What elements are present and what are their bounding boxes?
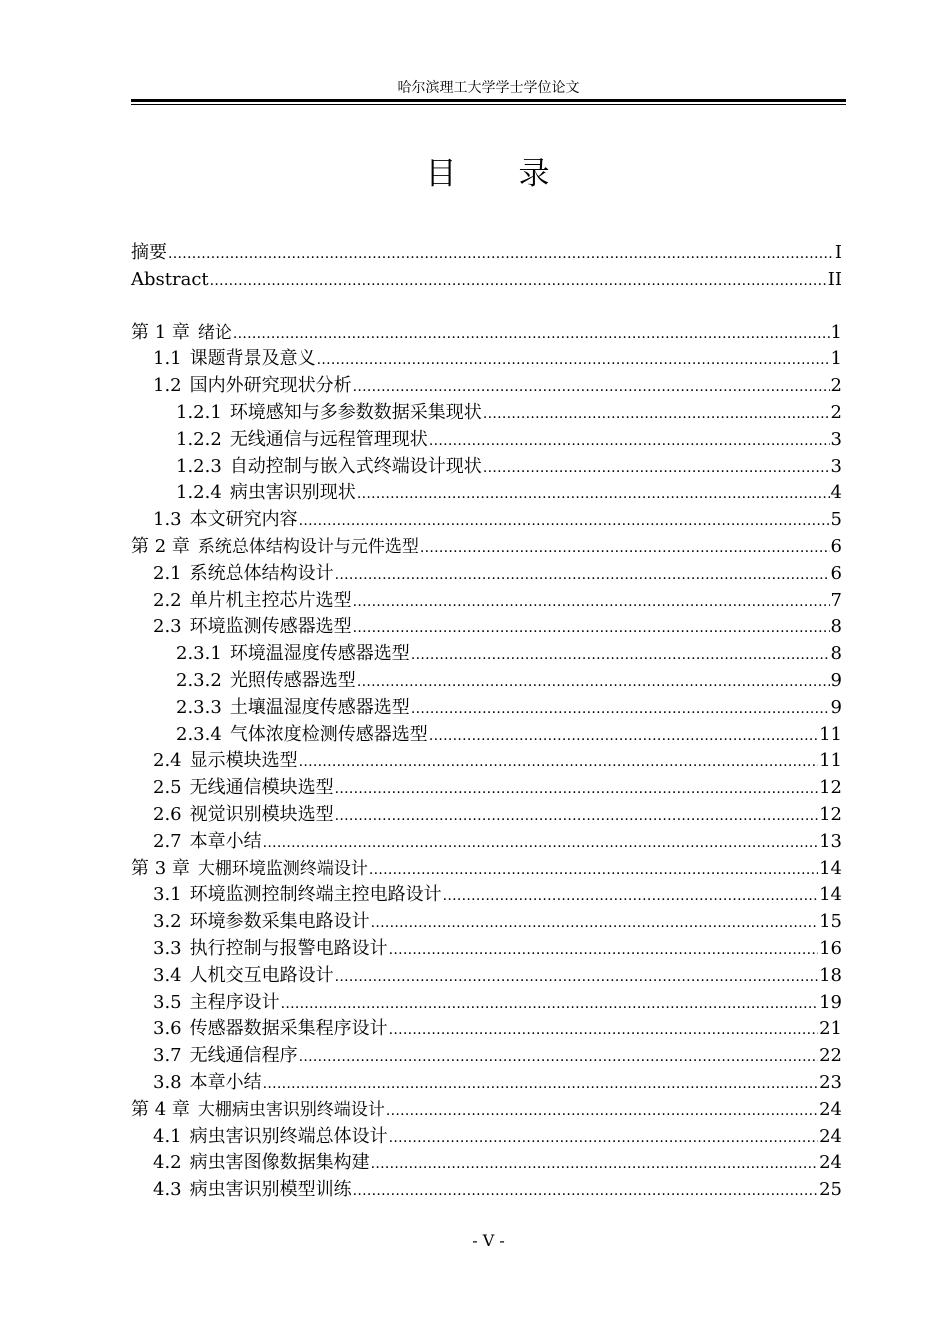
toc-entry-title: 光照传感器选型 [229, 670, 356, 691]
dot-leader [483, 455, 830, 481]
dot-leader [420, 535, 830, 561]
dot-leader [389, 1017, 818, 1043]
toc-entry-number: 2.2 [153, 589, 182, 611]
dot-leader [443, 883, 818, 909]
toc-entry-title: 无线通信与远程管理现状 [229, 428, 428, 450]
toc-entry[interactable] [131, 346, 842, 372]
page-number: - V - [472, 1231, 505, 1250]
toc-entry-page: 9 [830, 696, 842, 718]
toc-entry[interactable] [131, 668, 842, 694]
toc-entry-number: 2.3.2 [176, 670, 222, 691]
toc-entry-page: 3 [830, 428, 842, 450]
toc-entry-number: 2.7 [153, 830, 182, 852]
toc-entry-page: 6 [830, 562, 842, 584]
toc-entry-number: 4.3 [153, 1179, 182, 1201]
toc-entry-number: 3.3 [153, 938, 182, 959]
dot-leader [281, 991, 818, 1017]
toc-entry-page: 19 [819, 991, 842, 1013]
toc-entry[interactable] [131, 963, 842, 989]
toc-entry-number: 1.2.2 [176, 428, 222, 450]
toc-entry-title: 环境参数采集电路设计 [189, 911, 370, 933]
dot-leader [411, 642, 830, 668]
toc-entry-number: 3.1 [153, 884, 182, 906]
toc-entry-title: 本章小结 [189, 1072, 262, 1093]
dot-leader [335, 964, 818, 990]
dot-leader [369, 857, 818, 883]
toc-entry-number: 2.5 [153, 777, 182, 799]
dot-leader [353, 1178, 818, 1204]
toc-entry-title: 绪论 [197, 322, 232, 343]
toc-entry-number: 第 1 章 [131, 321, 190, 343]
toc-entry-title: 病虫害识别现状 [229, 482, 356, 504]
toc-entry-number: 1.1 [153, 348, 182, 370]
dot-leader [263, 830, 818, 856]
toc-entry-title: Abstract [131, 268, 209, 290]
toc-entry-page: 18 [819, 964, 842, 986]
toc-entry-title: 病虫害图像数据集构建 [189, 1152, 370, 1174]
dot-leader [335, 776, 818, 802]
toc-entry-title: 本章小结 [189, 830, 262, 852]
toc-entry[interactable] [131, 936, 842, 962]
dot-leader [210, 268, 827, 294]
toc-entry[interactable] [131, 1016, 842, 1042]
toc-entry[interactable] [131, 882, 842, 908]
toc-entry[interactable] [131, 1177, 842, 1203]
toc-entry-number: 3.8 [153, 1072, 182, 1093]
toc-entry-number: 4.2 [153, 1152, 182, 1174]
toc-entry-title: 病虫害识别终端总体设计 [189, 1125, 388, 1147]
toc-entry[interactable] [131, 427, 842, 453]
toc-entry-title: 传感器数据采集程序设计 [189, 1018, 388, 1040]
toc-entry-number: 3.6 [153, 1018, 182, 1040]
toc-entry[interactable] [131, 695, 842, 721]
toc-entry-number: 第 4 章 [131, 1098, 190, 1120]
dot-leader [389, 937, 818, 963]
toc-entry-title: 视觉识别模块选型 [189, 804, 334, 825]
toc-entry-title: 无线通信程序 [189, 1045, 298, 1067]
toc-entry-title: 土壤温湿度传感器选型 [229, 696, 410, 718]
toc-entry-page: 3 [830, 455, 842, 477]
toc-entry-page: 23 [819, 1072, 842, 1093]
toc-entry[interactable] [131, 534, 842, 560]
toc-entry-page: 22 [819, 1045, 842, 1067]
toc-entry[interactable] [131, 1097, 842, 1123]
dot-leader [429, 723, 818, 749]
toc-entry-page: 11 [819, 750, 842, 772]
toc-entry-number: 1.2 [153, 375, 182, 397]
toc-entry-number: 2.6 [153, 804, 182, 825]
dot-leader [429, 428, 830, 454]
toc-entry[interactable] [131, 561, 842, 587]
dot-leader [299, 1044, 818, 1070]
toc-entry-page: 15 [819, 911, 842, 933]
toc-entry-page: 12 [819, 777, 842, 799]
toc-entry-title: 环境感知与多参数数据采集现状 [229, 402, 482, 423]
toc-entry-title: 环境监测控制终端主控电路设计 [189, 884, 442, 906]
toc-entry-title: 环境温湿度传感器选型 [229, 643, 410, 665]
toc-entry[interactable] [131, 802, 842, 828]
toc-entry-number: 1.3 [153, 509, 182, 531]
dot-leader [357, 481, 830, 507]
toc-entry[interactable] [131, 373, 842, 399]
toc-entry-title: 主程序设计 [189, 991, 280, 1013]
toc-entry[interactable] [131, 748, 842, 774]
toc-entry-title: 单片机主控芯片选型 [189, 589, 352, 611]
toc-entry[interactable] [131, 614, 842, 640]
running-header: 哈尔滨理工大学学士学位论文 [397, 80, 580, 96]
toc-title [131, 152, 846, 196]
toc-entry-title: 大棚环境监测终端设计 [197, 858, 368, 879]
toc-entry-page: 1 [830, 348, 842, 370]
toc-entry-number: 2.3 [153, 616, 182, 638]
toc-title-right: 录 [518, 156, 552, 192]
toc-entry-page: 11 [819, 723, 842, 745]
toc-entry-number: 2.4 [153, 750, 182, 772]
toc-entry[interactable] [131, 909, 842, 935]
header-rule-thin [131, 104, 846, 105]
dot-leader [353, 374, 830, 400]
dot-leader [299, 508, 830, 534]
toc-entry[interactable] [131, 507, 842, 533]
toc-entry-page: 24 [819, 1098, 842, 1120]
toc-entry-number: 1.2.4 [176, 482, 222, 504]
dot-leader [411, 696, 830, 722]
toc-entry-page: 13 [819, 830, 842, 852]
toc-entry-number: 2.3.3 [176, 696, 222, 718]
toc-entry[interactable] [131, 856, 842, 882]
dot-leader [353, 589, 830, 615]
toc-entry-page: 14 [819, 857, 842, 879]
toc-entry-title: 大棚病虫害识别终端设计 [197, 1099, 385, 1120]
toc-entry-number: 3.5 [153, 991, 182, 1013]
toc-entry[interactable] [131, 1043, 842, 1069]
toc-entry-number: 2.3.4 [176, 723, 222, 745]
toc-entry-title: 摘要 [131, 242, 167, 263]
toc-entry-page: 2 [830, 402, 842, 423]
dot-leader [168, 241, 834, 267]
toc-entry-page: 24 [819, 1152, 842, 1174]
toc-entry-page: I [834, 242, 842, 263]
dot-leader [371, 1151, 818, 1177]
toc-entry[interactable] [131, 1150, 842, 1176]
toc-entry-title: 自动控制与嵌入式终端设计现状 [229, 455, 482, 477]
dot-leader [357, 669, 830, 695]
toc-entry-title: 环境监测传感器选型 [189, 616, 352, 638]
toc-entry-page: 8 [830, 616, 842, 638]
dot-leader [299, 749, 818, 775]
toc-entry-title: 课题背景及意义 [189, 348, 316, 370]
toc-entry-number: 第 3 章 [131, 857, 190, 879]
dot-leader [233, 321, 830, 347]
toc-entry-number: 1.2.3 [176, 455, 222, 477]
dot-leader [263, 1071, 818, 1097]
toc-entry-page: 24 [819, 1125, 842, 1147]
toc-entry-title: 无线通信模块选型 [189, 777, 334, 799]
toc-entry-number: 1.2.1 [176, 402, 222, 423]
toc-entry-page: 25 [819, 1179, 842, 1201]
header-rule-thick [131, 99, 846, 102]
toc-entry-number: 4.1 [153, 1125, 182, 1147]
dot-leader [386, 1098, 818, 1124]
toc-entry[interactable] [131, 267, 842, 293]
toc-entry[interactable] [131, 775, 842, 801]
toc-entry[interactable] [131, 454, 842, 480]
toc-entry-title: 执行控制与报警电路设计 [189, 938, 388, 959]
dot-leader [317, 347, 830, 373]
toc-entry-number: 3.4 [153, 964, 182, 986]
toc-entry-page: 6 [830, 536, 842, 557]
toc-entry[interactable] [131, 990, 842, 1016]
dot-leader [335, 562, 830, 588]
toc-entry-number: 3.7 [153, 1045, 182, 1067]
toc-entry-title: 系统总体结构设计 [189, 562, 334, 584]
toc-entry[interactable] [131, 240, 842, 266]
toc-entry-title: 系统总体结构设计与元件选型 [197, 537, 419, 557]
toc-entry-page: 2 [830, 375, 842, 397]
toc-entry-title: 气体浓度检测传感器选型 [229, 723, 428, 745]
toc-entry-page: 14 [819, 884, 842, 906]
toc-entry-title: 人机交互电路设计 [189, 964, 334, 986]
dot-leader [353, 615, 830, 641]
toc-entry-page: 5 [830, 509, 842, 531]
toc-entry-page: 21 [819, 1018, 842, 1040]
toc-entry-page: 8 [830, 643, 842, 665]
toc-entry[interactable] [131, 1070, 842, 1096]
toc-entry-number: 2.1 [153, 562, 182, 584]
toc-entry[interactable] [131, 1124, 842, 1150]
toc-entry[interactable] [131, 641, 842, 667]
toc-entry-title: 病虫害识别模型训练 [189, 1179, 352, 1201]
toc-entry-title: 显示模块选型 [189, 750, 298, 772]
toc-entry[interactable] [131, 829, 842, 855]
toc-entry-page: 4 [830, 482, 842, 504]
toc-entry[interactable] [131, 722, 842, 748]
toc-entry-page: 12 [819, 804, 842, 825]
toc-entry-page: 7 [830, 589, 842, 611]
dot-leader [335, 803, 818, 829]
toc-entry-number: 3.2 [153, 911, 182, 933]
toc-title-left: 目 [425, 156, 459, 192]
toc-entry-page: II [827, 268, 842, 290]
toc-entry-title: 国内外研究现状分析 [189, 375, 352, 397]
toc-entry[interactable] [131, 480, 842, 506]
toc-entry[interactable] [131, 320, 842, 346]
toc-entry[interactable] [131, 588, 842, 614]
toc-entry-number: 2.3.1 [176, 643, 222, 665]
toc-entry[interactable] [131, 400, 842, 426]
dot-leader [389, 1125, 818, 1151]
dot-leader [483, 401, 830, 427]
toc-entry-page: 1 [830, 321, 842, 343]
toc-entry-number: 第 2 章 [131, 536, 190, 557]
toc-entry-page: 9 [830, 670, 842, 691]
dot-leader [371, 910, 818, 936]
toc-entry-page: 16 [819, 938, 842, 959]
toc-entry-title: 本文研究内容 [189, 509, 298, 531]
